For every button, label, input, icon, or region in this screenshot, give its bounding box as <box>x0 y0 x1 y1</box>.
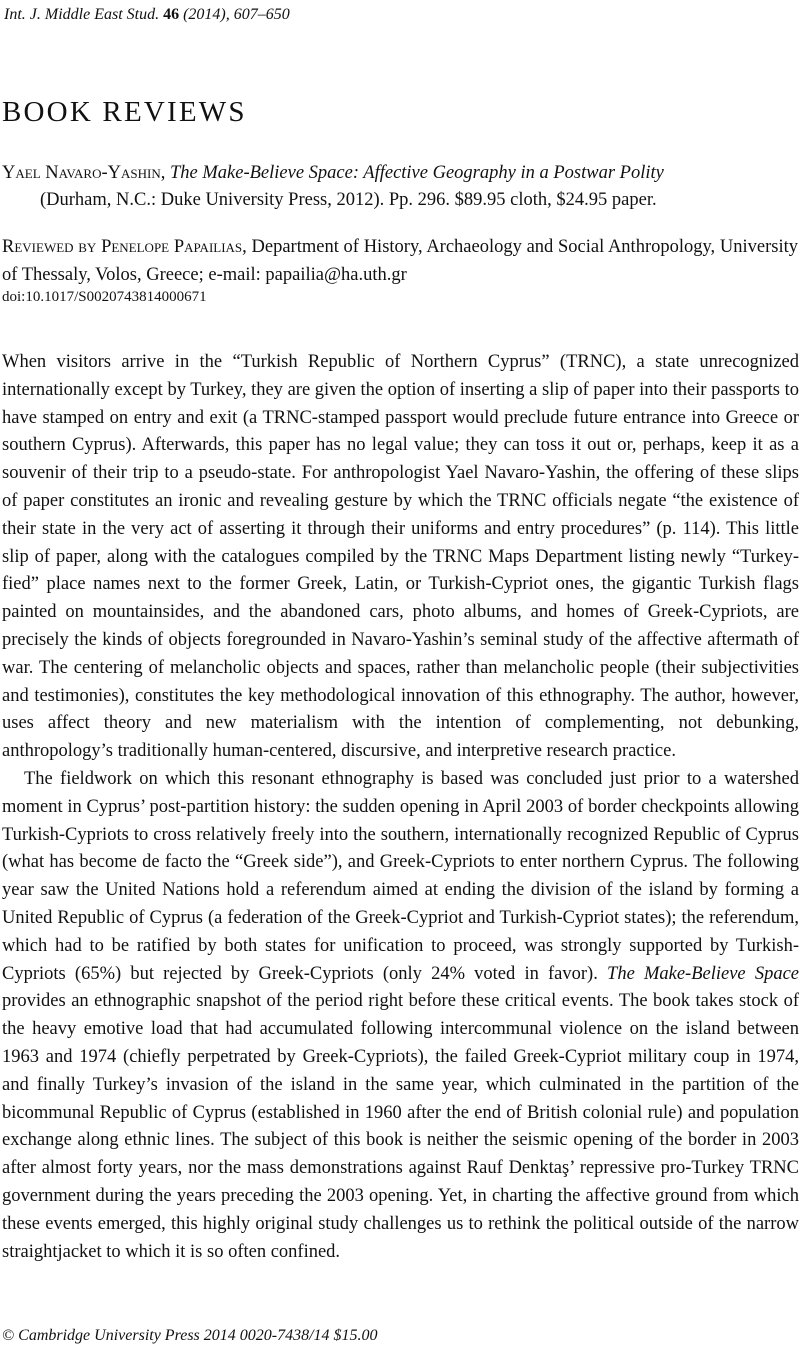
review-body <box>2 349 799 1266</box>
journal-name: Int. J. Middle East Stud. <box>4 6 160 23</box>
paragraph-2 <box>2 766 799 1266</box>
copyright-footer: © Cambridge University Press 2014 0020-7438/14 $15.00 <box>2 1327 378 1344</box>
book-author: Yael Navaro-Yashin <box>2 163 161 183</box>
paragraph-2-book-title: The Make-Believe Space <box>607 963 799 984</box>
paragraph-2-part-2: provides an ethnographic snapshot of the period right before these critical events. The book takes stock of the heavy emotive load that had accumulated following intercommunal violence on the island between 1963 and 1974 (chiefly perpetrated by Greek-Cypriots), the failed Greek-Cypriot military coup in 1974, and finally Turkey’s invasion of the island in the same year, which culminated in the partition of the bicommunal Republic of Cyprus (established in 1960 after the end of British colonial rule) and population exchange along ethnic lines. The subject of this book is neither the seismic opening of the border in 2003 after almost forty years, nor the mass demonstrations against Rauf Denktaş’ repressive pro-Turkey TRNC government during the years preceding the 2003 opening. Yet, in charting the affective ground from which these events emerged, this highly original study challenges us to rethink the political outside of the narrow straightjacket to which it is so often confined. <box>2 991 799 1262</box>
book-entry: Yael Navaro-Yashin, The Make-Believe Space: Affective Geography in a Postwar Polity (Durham, N.C.: Duke University Press, 2012). Pp. 296. $89.95 cloth, $24.95 paper. <box>2 160 798 214</box>
journal-volume: 46 <box>163 6 180 23</box>
book-publication: (Durham, N.C.: Duke University Press, 2012). Pp. 296. $89.95 cloth, $24.95 paper. <box>40 190 657 210</box>
reviewer-line <box>2 233 798 289</box>
reviewer-name: Penelope Papailias <box>101 237 243 257</box>
section-title: BOOK REVIEWS <box>2 96 247 128</box>
paragraph-2-part-1: The fieldwork on which this resonant ethnography is based was concluded just prior to a watershed moment in Cyprus’ post-partition history: the sudden opening in April 2003 of border checkpoints allowing Turkish-Cypriots to cross relatively freely into the southern, internationally recognized Republic of Cyprus (what has become de facto the “Greek side”), and Greek-Cypriots to enter northern Cyprus. The following year saw the United Nations hold a referendum aimed at ending the division of the island by forming a United Republic of Cyprus (a federation of the Greek-Cypriot and Turkish-Cypriot states); the referendum, which had to be ratified by both states for unification to proceed, was strongly supported by Turkish-Cypriots (65%) but rejected by Greek-Cypriots (only 24% voted in favor). <box>2 768 799 984</box>
book-title: The Make-Believe Space: Affective Geography in a Postwar Polity <box>169 163 664 183</box>
journal-year-pages: (2014), 607–650 <box>183 6 290 23</box>
paragraph-1: When visitors arrive in the “Turkish Republic of Northern Cyprus” (TRNC), a state unrecognized internationally except by Turkey, they are given the option of inserting a slip of paper into their passports to have stamped on entry and exit (a TRNC-stamped passport would preclude future entrance into Greece or southern Cyprus). Afterwards, this paper has no legal value; they can toss it out or, perhaps, keep it as a souvenir of their trip to a pseudo-state. For anthropologist Yael Navaro-Yashin, the offering of these slips of paper constitutes an ironic and revealing gesture by which the TRNC officials negate “the existence of their state in the very act of asserting it through their uniforms and entry procedures” (p. 114). This little slip of paper, along with the catalogues compiled by the TRNC Maps Department listing newly “Turkey-fied” place names next to the former Greek, Latin, or Turkish-Cypriot ones, the gigantic Turkish flags painted on mountainsides, and the abandoned cars, photo albums, and homes of Greek-Cypriots, are precisely the kinds of objects foregrounded in Navaro-Yashin’s seminal study of the affective aftermath of war. The centering of melancholic objects and spaces, rather than melancholic people (their subjectivities and testimonies), constitutes the key methodological innovation of this ethnography. The author, however, uses affect theory and new materialism with the intention of complementing, not debunking, anthropology’s traditionally human-centered, discursive, and interpretive research practice. <box>2 352 799 762</box>
doi: doi:10.1017/S0020743814000671 <box>2 289 207 305</box>
running-head <box>4 6 290 24</box>
reviewer-affiliation: , Department of History, Archaeology and Social Anthropology, University of Thessaly, Volos, Greece; e-mail: papailia@ha.uth.gr <box>2 237 798 285</box>
reviewed-by-label: Reviewed by <box>2 237 97 257</box>
